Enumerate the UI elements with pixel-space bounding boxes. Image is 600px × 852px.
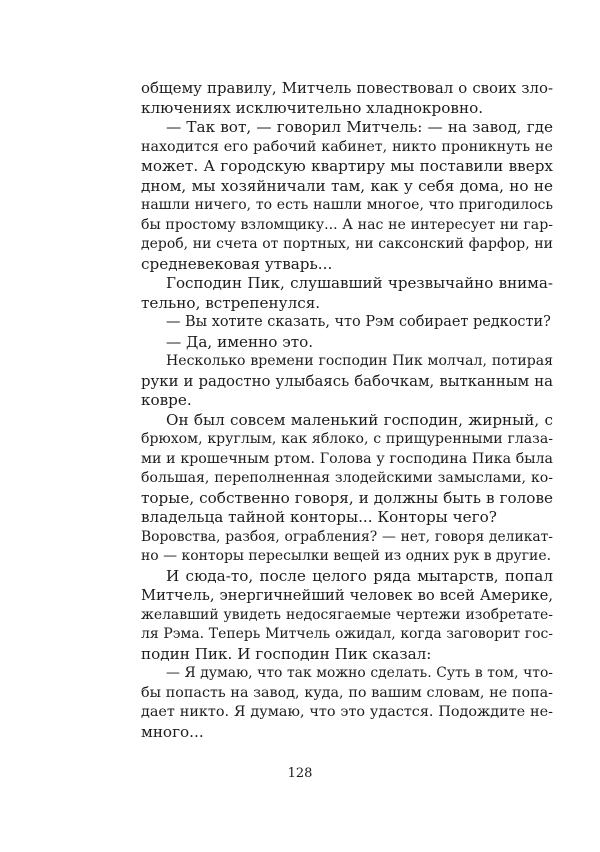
page-number: 128 [287, 766, 313, 781]
text-line: — Я думаю, что так можно сделать. Суть в том, что- [166, 665, 553, 681]
text-line: бы простому взломщику... А нас не интересует ни гар- [141, 216, 553, 233]
text-line: Несколько времени господин Пик молчал, потирая [166, 353, 553, 369]
text-line: Господин Пик, слушавший чрезвычайно внима- [166, 274, 553, 292]
text-line: дероб, ни счета от портных, ни саксонский фарфор, ни [141, 236, 553, 252]
text-line: — Да, именно это. [166, 332, 314, 351]
text-line: большая, переполненная злодейскими замыслами, ко- [141, 470, 553, 486]
page-body-text [141, 79, 553, 742]
text-line: ковре. [141, 391, 192, 409]
text-line: ми и крошечным ртом. Голова у господина Пика была [141, 450, 553, 467]
text-line: — Так вот, — говорил Митчель: — на завод, где [166, 118, 553, 136]
text-line: много... [141, 722, 204, 741]
text-line: руки и радостно улыбаясь бабочкам, вытканным на [141, 371, 553, 390]
text-line: находится его рабочий кабинет, никто проникнуть не [141, 138, 553, 155]
text-line: дает никто. Я думаю, что это удастся. Подождите не- [141, 704, 553, 720]
text-line: ля Рэма. Теперь Митчель ожидал, когда заговорит гос- [141, 626, 553, 642]
text-line: тельно, встрепенулся. [141, 293, 321, 312]
text-line: дном, мы хозяйничали там, как у себя дома, но не [141, 176, 553, 195]
text-line: нашли ничего, то есть нашли многое, что пригодилось [141, 197, 553, 213]
text-line: Он был совсем маленький господин, жирный, с [166, 410, 553, 429]
text-line: но — конторы пересылки вещей из одних рук в другие. [141, 548, 552, 564]
text-line: бы попасть на завод, куда, по вашим словам, не попа- [141, 684, 553, 701]
text-line: — Вы хотите сказать, что Рэм собирает редкости? [166, 314, 551, 330]
text-line: Митчель, энергичнейший человек во всей Америке, [141, 587, 553, 604]
text-line: средневековая утварь... [141, 254, 333, 273]
text-line: может. А городскую квартиру мы поставили вверх [141, 157, 553, 175]
text-line: владельца тайной конторы... Конторы чего? [141, 508, 497, 526]
text-line: ключениях исключительно хладнокровно. [141, 98, 484, 117]
text-line: Воровства, разбоя, ограбления? — нет, говоря деликат- [141, 528, 553, 545]
text-line: брюхом, круглым, как яблоко, с прищуренными глаза- [141, 431, 553, 447]
text-line: общему правилу, Митчель повествовал о своих зло- [141, 79, 553, 97]
text-line: подин Пик. И господин Пик сказал: [141, 644, 432, 663]
text-line: желавший увидеть недосягаемые чертежи изобретате- [141, 606, 553, 623]
text-line: торые, собственно говоря, и должны быть в голове [141, 488, 553, 507]
text-line: И сюда-то, после целого ряда мытарств, попал [166, 566, 553, 585]
